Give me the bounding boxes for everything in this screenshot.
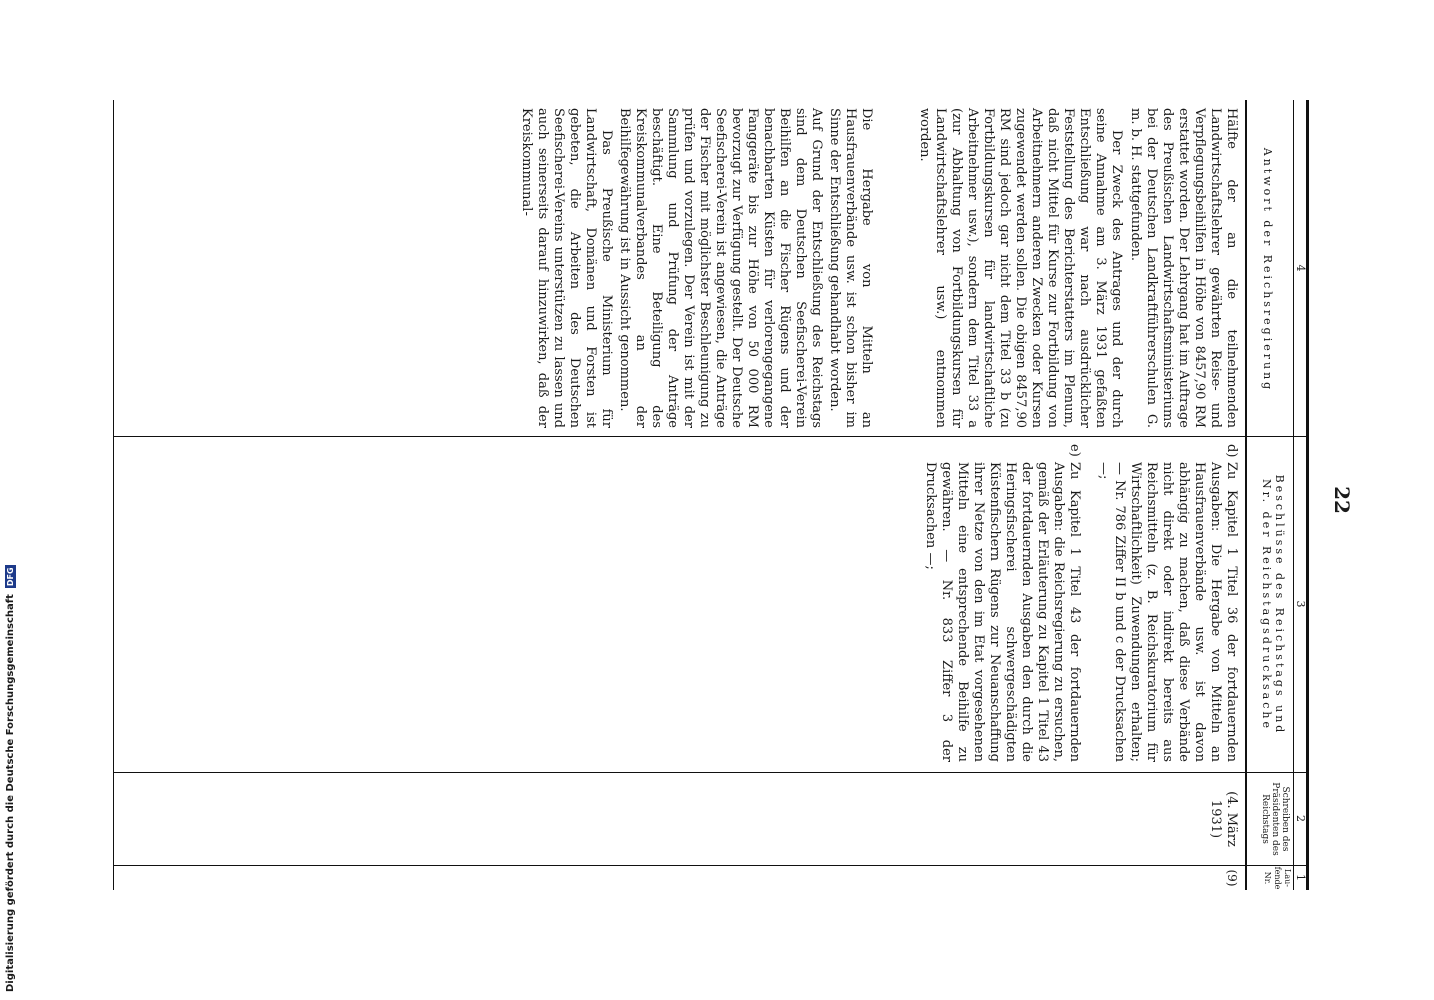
col3-number: 3 — [1294, 600, 1307, 608]
col2-label: Schreiben des Präsidenten des Reichstags — [1260, 782, 1290, 856]
item-d-label: d) — [1224, 444, 1239, 458]
col-divider-1 — [114, 865, 1309, 866]
page-number: 22 — [1330, 486, 1354, 514]
digitization-credit — [0, 0, 20, 1000]
credit-text: Digitalisierung gefördert durch die Deutsche Forschungsgemeinschaft — [4, 594, 16, 992]
item-d-text: Zu Kapitel 1 Titel 36 der fortdauernden Ausgaben: Die Hergabe von Mitteln an Hausfrauenverbände usw. ist davon abhängig zu machen, daß diese Verbände nicht direkt oder indirekt bereits aus Reichsmitteln (z. B. Reichskuratorium für Wirtschaftlichkeit) Zuwendungen erhalten; — Nr. 786 Ziffer II b und c der Drucksachen —; — [1096, 462, 1239, 762]
answer-paragraph-4: Auf Grund der Entschließung des Reichstags sind dem Deutschen Seefischerei-Verein Beihilfen an die Fischer Rügens und der benachbarten Küsten für verlorengegangene Fanggeräte bis zur Höhe von 50 000 RM bevorzugt zur Verfügung gestellt. Der Deutsche Seefischerei-Verein ist angewiesen, die Anträge der Fischer mit möglichster Beschleunigung zu prüfen und vorzulegen. Der Verein ist mit der Sammlung und Prüfung der Anträge beschäftigt. Eine Beteiligung des Kreiskommunalverbandes an der Beihilfegewährung ist in Aussicht genommen. — [617, 108, 824, 428]
letter-date: (4. März 1931) — [1208, 791, 1239, 847]
col4-label: Antwort der Reichsregierung — [1261, 147, 1274, 393]
col1-label: Lau-fende Nr. — [1263, 866, 1292, 890]
col-divider-3 — [114, 436, 1309, 437]
answer-paragraph-1: Hälfte der an die teilnehmenden Landwirtschaftslehrer gewährten Reise- und Verpflegungsbeihilfen in Höhe von 8457,90 RM erstattet worden. Der Lehrgang hat im Auftrage des Preußischen Landwirtschaftsministeriums bei der Deutschen Landkraftführerschulen G. m. b. H. stattgefunden. — [1128, 108, 1239, 428]
answer-paragraph-2: Der Zweck des Antrages und der durch seine Annahme am 3. März 1931 gefaßten Entschließung war nach ausdrücklicher Feststellung des Berichterstatters im Plenum, daß nicht Mittel für Kurse zur Fortbildung von Arbeitnehmern anderen Zwecken oder Kursen zugewendet werden sollen. Die obigen 8457,90 RM sind jedoch gar nicht dem Titel 33 b (zu Fortbildungskursen für landwirtschaftliche Arbeitnehmer usw.), sondern dem Titel 33 a (zur Abhaltung von Fortbildungskursen für Landwirtschaftslehrer usw.) entnommen worden. — [917, 108, 1124, 428]
col1-number: 1 — [1294, 874, 1307, 881]
answer-paragraph-3: Die Hergabe von Mitteln an Hausfrauenverbände usw. ist schon bisher im Sinne der Entschließung gehandhabt worden. — [827, 108, 874, 428]
answer-paragraph-5: Das Preußische Ministerium für Landwirtschaft, Domänen und Forsten ist gebeten, die Arbeiten des Deutschen Seefischerei-Vereins unterstützen zu lassen und auch seinerseits darauf hinzuwirken, daß der Kreiskommunal- — [519, 108, 614, 428]
col-divider-2 — [114, 772, 1309, 773]
col4-number: 4 — [1294, 264, 1307, 272]
col2-number: 2 — [1294, 815, 1307, 822]
col3-label: Beschlüsse des Reichstags und Nr. der Reichstagsdrucksache — [1260, 474, 1286, 736]
item-e-text: Zu Kapitel 1 Titel 43 der fortdauernden Ausgaben: die Reichsregierung zu ersuchen, gemäß der Erläuterung zu Kapitel 1 Titel 43 der fortdauernden Ausgaben den durch die Heringsfischerei schwergeschädigten Küstenfischern Rügens zur Neuanschaffung ihrer Netze von den im Etat vorgesehenen Mitteln eine entsprechende Beihilfe zu gewähren. — Nr. 833 Ziffer 3 der Drucksachen —; — [923, 462, 1082, 762]
dfg-logo: DFG — [5, 567, 15, 587]
row-number: (9) — [1225, 869, 1239, 887]
item-e-label: e) — [1067, 444, 1082, 457]
